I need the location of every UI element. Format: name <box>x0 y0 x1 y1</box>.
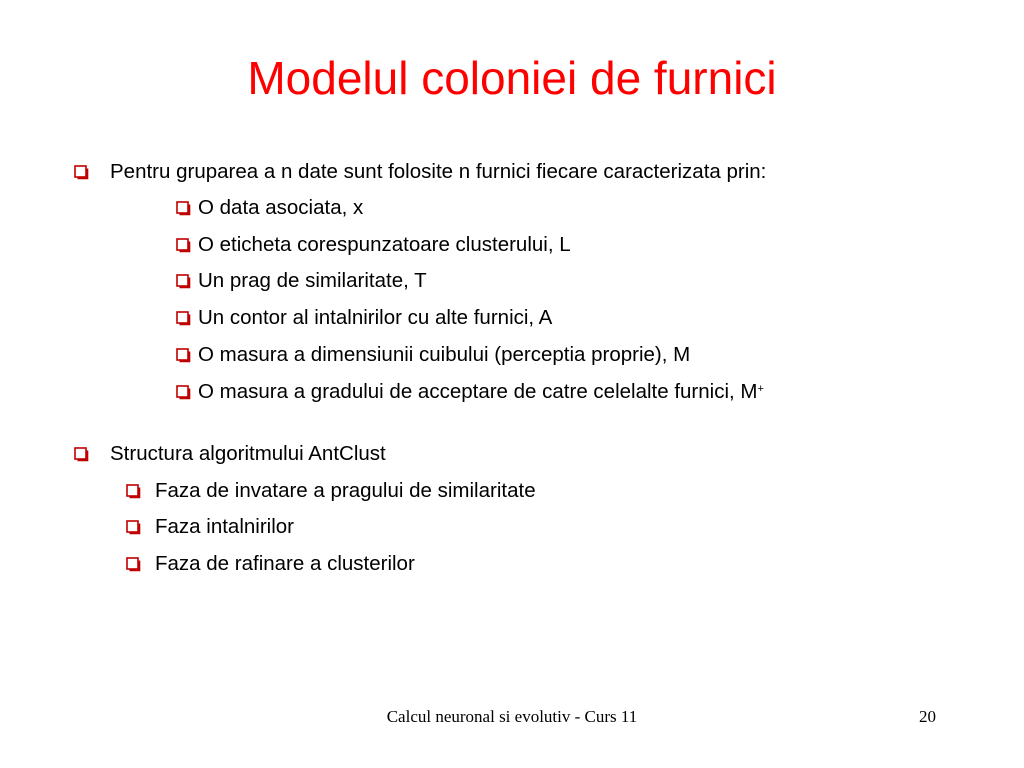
bullet-text: Un prag de similaritate, T <box>198 269 427 292</box>
bullet-item-level1 <box>74 438 386 470</box>
bullet-text: O data asociata, x <box>198 196 364 219</box>
bullet-item-level2 <box>176 229 571 261</box>
bullet-item-level1 <box>74 156 766 188</box>
bullet-text: Structura algoritmului AntClust <box>110 442 386 465</box>
hollow-square-bullet-icon <box>176 271 192 291</box>
bullet-text: O eticheta corespunzatoare clusterului, L <box>198 233 571 256</box>
bullet-text <box>198 376 764 408</box>
footer-course-title: Calcul neuronal si evolutiv - Curs 11 <box>386 707 638 726</box>
bullet-text: Un contor al intalnirilor cu alte furnici, A <box>198 306 553 329</box>
hollow-square-bullet-icon <box>126 554 142 574</box>
bullet-text: Pentru gruparea a n date sunt folosite n furnici fiecare caracterizata prin: <box>110 160 767 183</box>
bullet-text: O masura a dimensiunii cuibului (perceptia proprie), M <box>198 343 691 366</box>
slide-title: Modelul coloniei de furnici <box>247 52 777 104</box>
bullet-item-level2 <box>176 376 764 408</box>
bullet-item-level2 <box>176 192 363 224</box>
bullet-item-level2 <box>126 475 536 507</box>
hollow-square-bullet-icon <box>176 345 192 365</box>
bullet-text: Faza de rafinare a clusterilor <box>155 552 415 575</box>
bullet-text: Faza intalnirilor <box>155 515 294 538</box>
hollow-square-bullet-icon <box>126 481 142 501</box>
bullet-item-level2 <box>176 265 427 297</box>
hollow-square-bullet-icon <box>74 162 90 182</box>
hollow-square-bullet-icon <box>74 444 90 464</box>
hollow-square-bullet-icon <box>176 382 192 402</box>
bullet-item-level2 <box>176 339 690 371</box>
bullet-item-level2 <box>126 511 294 543</box>
bullet-item-level2 <box>126 548 415 580</box>
bullet-text: Faza de invatare a pragului de similaritate <box>155 479 536 502</box>
hollow-square-bullet-icon <box>126 517 142 537</box>
bullet-text-main: O masura a gradului de acceptare de catre celelalte furnici, M <box>198 380 758 403</box>
footer-page-number: 20 <box>919 707 936 726</box>
hollow-square-bullet-icon <box>176 235 192 255</box>
bullet-item-level2 <box>176 302 552 334</box>
hollow-square-bullet-icon <box>176 308 192 328</box>
hollow-square-bullet-icon <box>176 198 192 218</box>
superscript-plus: + <box>757 383 764 395</box>
